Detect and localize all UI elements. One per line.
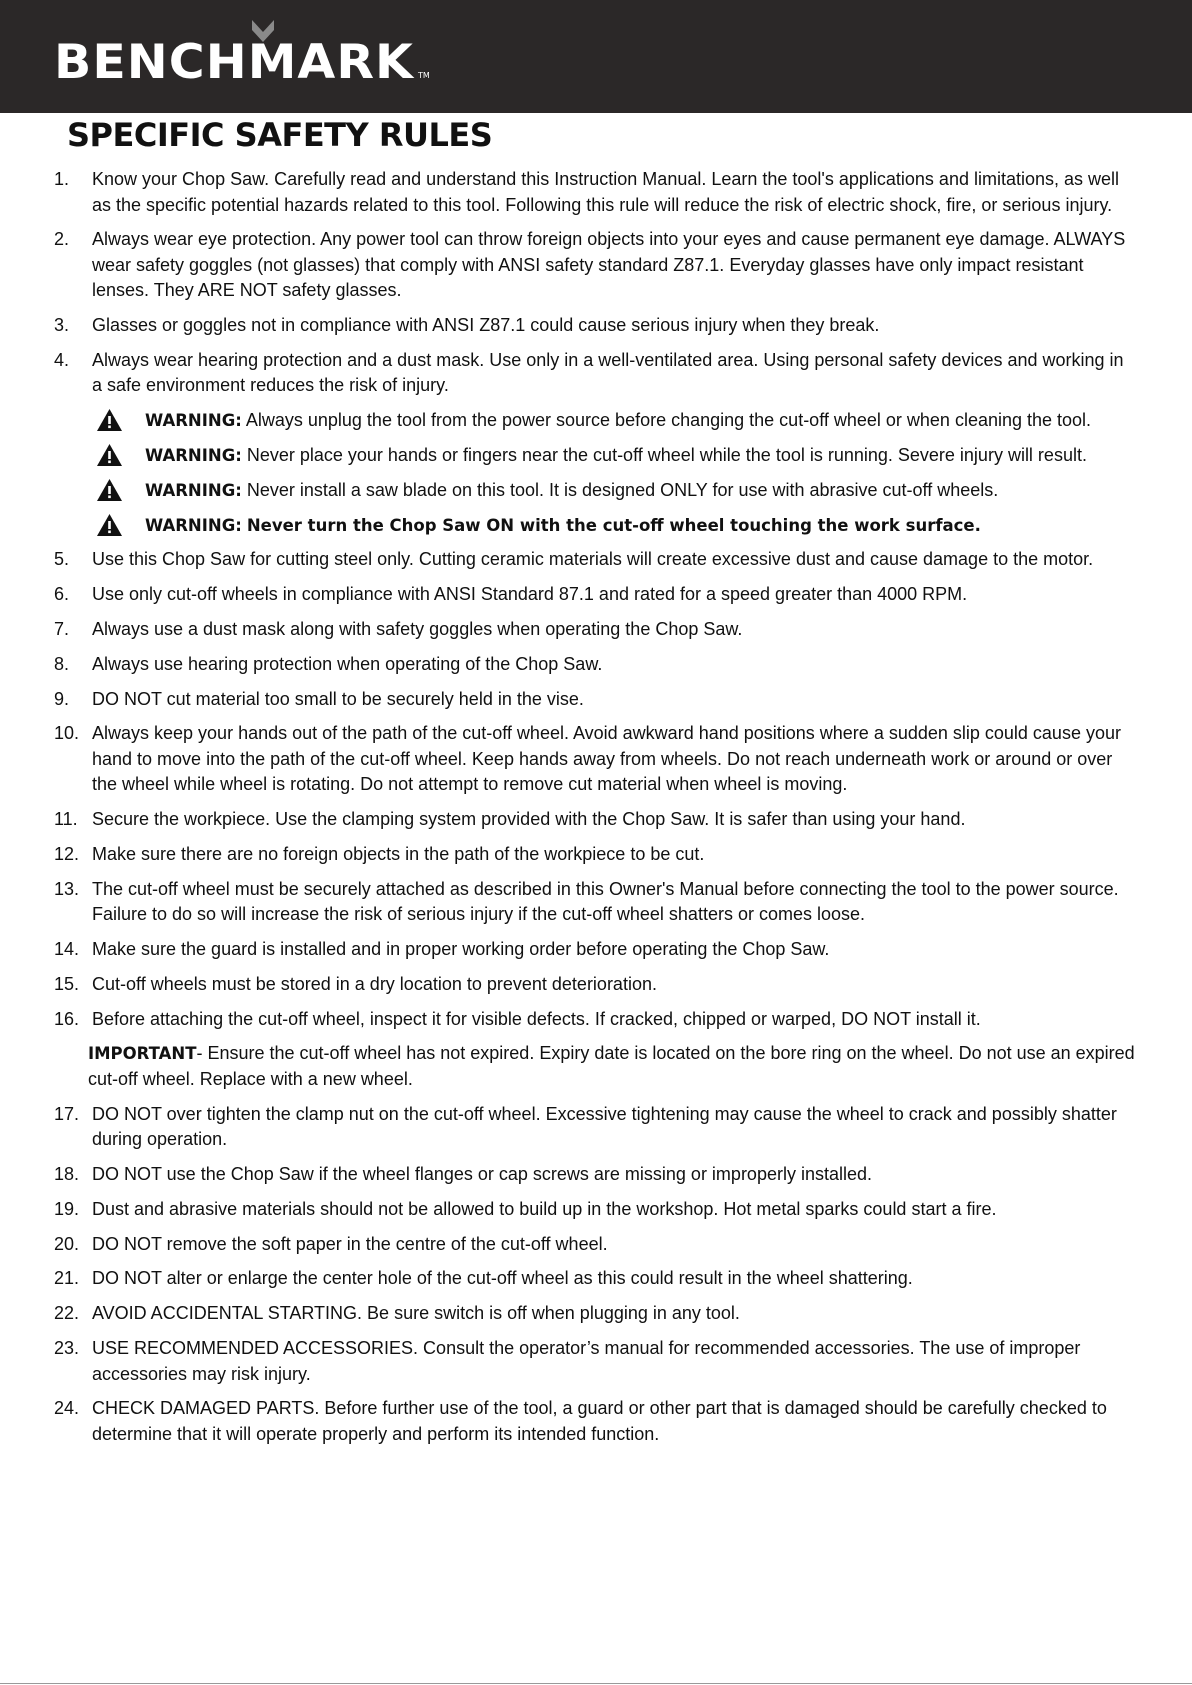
warning-triangle-icon	[97, 409, 122, 431]
rule-number: 3.	[54, 315, 70, 336]
warning-triangle-icon	[97, 514, 122, 536]
rule-number: 22.	[54, 1303, 80, 1324]
rule-item	[54, 1162, 1138, 1188]
rule-text: DO NOT use the Chop Saw if the wheel flanges or cap screws are missing or improperly installed.	[92, 1164, 873, 1185]
rule-item	[54, 1301, 1138, 1327]
rule-number: 7.	[54, 618, 70, 639]
rules-list-5-16	[54, 547, 1138, 1032]
rule-text: Know your Chop Saw. Carefully read and understand this Instruction Manual. Learn the tool's applications and limitations, as well as the specific potential hazards related to this tool. Following this rule will reduce the risk of electric shock, fire, or serious injury.	[92, 169, 1120, 215]
logo-trademark: TM	[418, 71, 430, 80]
rule-text: DO NOT alter or enlarge the center hole of the cut-off wheel as this could result in the wheel shattering.	[92, 1268, 913, 1289]
page-bottom-rule	[0, 1683, 1192, 1684]
rule-text: Always use hearing protection when operating of the Chop Saw.	[92, 653, 603, 674]
rule-number: 19.	[54, 1198, 80, 1219]
rule-item	[54, 652, 1138, 678]
rule-text: Dust and abrasive materials should not be allowed to build up in the workshop. Hot metal sparks could start a fire.	[92, 1198, 997, 1219]
rule-text: Glasses or goggles not in compliance with ANSI Z87.1 could cause serious injury when they break.	[92, 315, 880, 336]
rule-item	[54, 972, 1138, 998]
rule-item	[54, 721, 1138, 798]
warning-label: WARNING:	[145, 411, 242, 431]
rule-item	[54, 1336, 1138, 1387]
rule-item	[54, 167, 1138, 218]
warning-item	[54, 408, 1138, 434]
page-title: SPECIFIC SAFETY RULES	[67, 116, 493, 154]
rule-item	[54, 1197, 1138, 1223]
rule-text: Always wear hearing protection and a dust mask. Use only in a well-ventilated area. Using personal safety devices and working in a safe environment reduces the risk of injury.	[92, 349, 1124, 396]
rule-number: 17.	[54, 1103, 80, 1124]
safety-rules-content	[54, 167, 1138, 1457]
warning-triangle-icon	[97, 479, 122, 501]
rule-number: 6.	[54, 584, 70, 605]
rule-number: 11.	[54, 809, 78, 830]
warning-label: WARNING:	[145, 480, 242, 500]
warning-item	[54, 443, 1138, 469]
rule-text: Secure the workpiece. Use the clamping system provided with the Chop Saw. It is safer than using your hand.	[92, 809, 966, 830]
rule-number: 4.	[54, 349, 70, 370]
rule-number: 5.	[54, 549, 70, 570]
important-label: IMPORTANT	[88, 1044, 197, 1064]
rule-text: The cut-off wheel must be securely attached as described in this Owner's Manual before connecting the tool to the power source. Failure to do so will increase the risk of serious injury if the cut-off wheel shatters or comes loose.	[92, 878, 1119, 925]
rule-item	[54, 547, 1138, 573]
important-text: - Ensure the cut-off wheel has not expired. Expiry date is located on the bore ring on the wheel. Do not use an expired cut-off wheel. Replace with a new wheel.	[88, 1043, 1135, 1089]
rule-text: DO NOT cut material too small to be securely held in the vise.	[92, 688, 584, 709]
warning-text: Always unplug the tool from the power source before changing the cut-off wheel or when cleaning the tool.	[245, 410, 1092, 431]
warning-text: Never install a saw blade on this tool. It is designed ONLY for use with abrasive cut-off wheels.	[246, 479, 999, 500]
rule-text: USE RECOMMENDED ACCESSORIES. Consult the operator’s manual for recommended accessories. The use of improper accessories may risk injury.	[92, 1338, 1081, 1384]
rule-number: 16.	[54, 1008, 80, 1029]
rule-text: Use only cut-off wheels in compliance with ANSI Standard 87.1 and rated for a speed greater than 4000 RPM.	[92, 584, 968, 605]
warning-item	[54, 478, 1138, 504]
rule-item	[54, 842, 1138, 868]
warning-item	[54, 513, 1138, 539]
rule-number: 8.	[54, 653, 70, 674]
rule-item	[54, 227, 1138, 304]
rule-number: 20.	[54, 1233, 80, 1254]
rule-text: Make sure there are no foreign objects in the path of the workpiece to be cut.	[92, 843, 705, 864]
rule-item	[54, 582, 1138, 608]
benchmark-logo	[54, 18, 434, 84]
rule-item	[54, 1266, 1138, 1292]
rule-text: Make sure the guard is installed and in proper working order before operating the Chop Saw.	[92, 939, 830, 960]
rule-number: 9.	[54, 688, 70, 709]
rule-item	[54, 1232, 1138, 1258]
rule-item	[54, 348, 1138, 399]
rule-number: 1.	[54, 169, 70, 189]
rule-text: DO NOT over tighten the clamp nut on the cut-off wheel. Excessive tightening may cause the wheel to crack and possibly shatter during operation.	[92, 1103, 1117, 1150]
rule-text: Always keep your hands out of the path of the cut-off wheel. Avoid awkward hand positions where a sudden slip could cause your hand to move into the path of the cut-off wheel. Keep hands away from wheels. Do not reach underneath work or around or over the wheel while wheel is rotating. Do not attempt to remove cut material when wheel is moving.	[92, 723, 1121, 795]
rule-number: 23.	[54, 1338, 80, 1359]
rule-number: 14.	[54, 939, 80, 960]
rule-item	[54, 687, 1138, 713]
warning-text: Never turn the Chop Saw ON with the cut-off wheel touching the work surface.	[246, 515, 981, 535]
warning-triangle-icon	[97, 444, 122, 466]
rule-number: 13.	[54, 878, 80, 899]
rule-item	[54, 877, 1138, 928]
warning-text: Never place your hands or fingers near the cut-off wheel while the tool is running. Severe injury will result.	[246, 444, 1087, 465]
rule-text: DO NOT remove the soft paper in the centre of the cut-off wheel.	[92, 1233, 608, 1254]
rule-text: Always use a dust mask along with safety goggles when operating the Chop Saw.	[92, 618, 743, 639]
rules-list-1-4	[54, 167, 1138, 399]
rule-item	[54, 1102, 1138, 1153]
important-note	[54, 1041, 1138, 1092]
warning-label: WARNING:	[145, 445, 242, 465]
rule-item	[54, 313, 1138, 339]
rule-number: 2.	[54, 229, 70, 250]
rule-number: 10.	[54, 723, 80, 744]
rule-number: 15.	[54, 973, 80, 994]
rule-item	[54, 617, 1138, 643]
rule-number: 24.	[54, 1398, 80, 1419]
rule-number: 21.	[54, 1268, 80, 1289]
rule-item	[54, 1396, 1138, 1447]
rule-text: AVOID ACCIDENTAL STARTING. Be sure switch is off when plugging in any tool.	[92, 1303, 740, 1324]
rule-number: 18.	[54, 1164, 80, 1185]
warning-label: WARNING:	[145, 515, 242, 535]
rule-number: 12.	[54, 843, 80, 864]
rule-text: CHECK DAMAGED PARTS. Before further use of the tool, a guard or other part that is damaged should be carefully checked to determine that it will operate properly and perform its intended function.	[92, 1398, 1107, 1444]
rule-text: Always wear eye protection. Any power tool can throw foreign objects into your eyes and cause permanent eye damage. ALWAYS wear safety goggles (not glasses) that comply with ANSI safety standard Z87.1. Everyday glasses have only impact resistant lenses. They ARE NOT safety glasses.	[92, 229, 1126, 301]
warnings-list	[54, 408, 1138, 538]
rule-text: Before attaching the cut-off wheel, inspect it for visible defects. If cracked, chipped or warped, DO NOT install it.	[92, 1008, 981, 1029]
rules-list-17-24	[54, 1102, 1138, 1448]
page-header	[0, 0, 1192, 113]
rule-text: Use this Chop Saw for cutting steel only. Cutting ceramic materials will create excessive dust and cause damage to the motor.	[92, 549, 1094, 570]
logo-wordmark: BENCHMARK	[54, 35, 415, 84]
rule-text: Cut-off wheels must be stored in a dry location to prevent deterioration.	[92, 973, 657, 994]
rule-item	[54, 937, 1138, 963]
rule-item	[54, 807, 1138, 833]
rule-item	[54, 1007, 1138, 1033]
